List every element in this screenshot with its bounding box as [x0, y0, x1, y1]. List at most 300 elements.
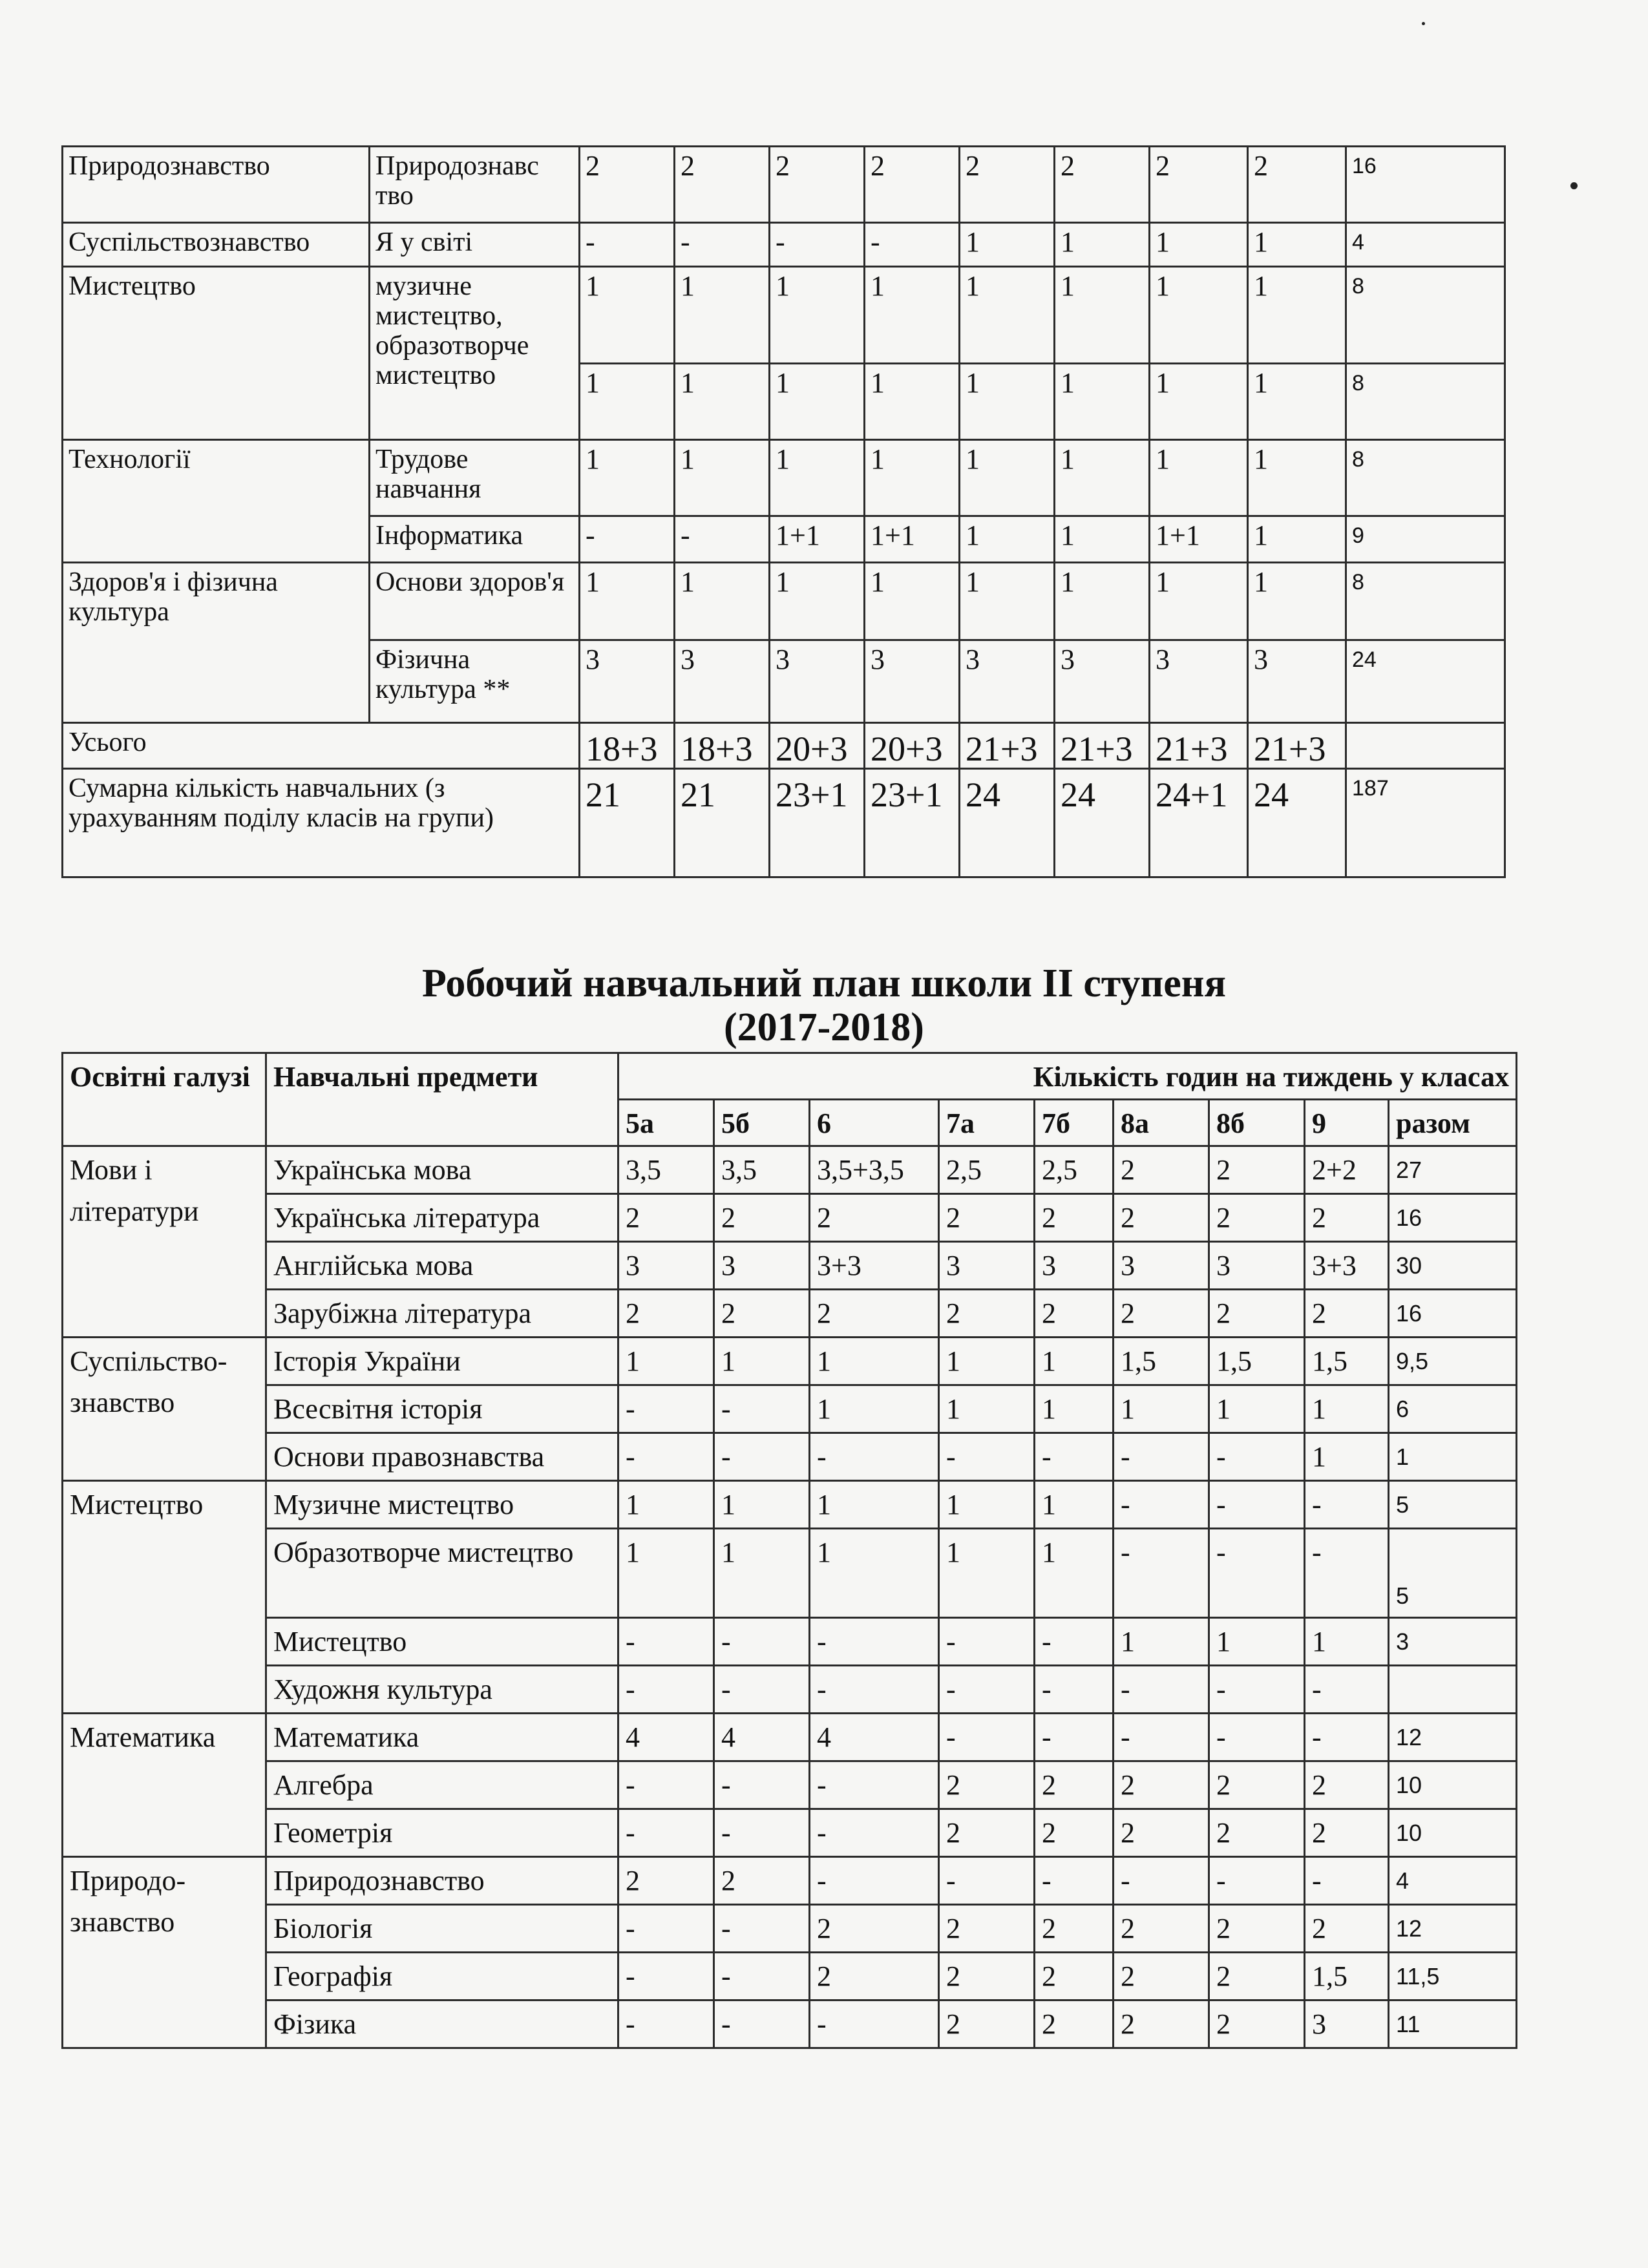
area-cell: Математика [63, 1714, 266, 1857]
subject-cell: Природознавство [266, 1857, 618, 1905]
hours-cell: 1 [618, 1481, 714, 1529]
hours-cell: 1 [1209, 1385, 1305, 1433]
hours-cell: - [1114, 1529, 1209, 1618]
plan-years: (2017-2018) [724, 1005, 924, 1049]
hours-cell: 1 [770, 563, 865, 640]
area-cell: Суспільствознавство [63, 223, 370, 267]
total-cell: 9,5 [1389, 1338, 1517, 1385]
hours-cell: 1 [810, 1529, 939, 1618]
table-row [63, 1146, 1517, 1194]
table-row [63, 1242, 1517, 1290]
total-hours-cell: 18+3 [580, 723, 675, 769]
hours-cell: - [1035, 1433, 1114, 1481]
table-row [63, 1290, 1517, 1338]
hours-cell: 2 [618, 1194, 714, 1242]
hours-cell: 2 [1209, 1146, 1305, 1194]
hours-cell: - [1305, 1857, 1389, 1905]
subject-cell: музичне мистецтво, образотворче мистецтво [370, 267, 580, 440]
total-cell: 8 [1346, 440, 1505, 516]
hours-cell: 1 [1248, 364, 1346, 440]
hours-cell: 1 [810, 1481, 939, 1529]
total-cell: 1 [1389, 1433, 1517, 1481]
area-cell: Здоров'я і фізична культура [63, 563, 370, 723]
sum-hours-cell: 21 [675, 769, 770, 877]
table-row [63, 1481, 1517, 1529]
total-cell: 10 [1389, 1809, 1517, 1857]
area-cell: Суспільство-знавство [63, 1338, 266, 1481]
hours-cell: 2 [960, 147, 1055, 223]
hours-cell: 1 [939, 1481, 1035, 1529]
hours-cell: 1 [865, 364, 960, 440]
hours-cell: 1 [1305, 1618, 1389, 1666]
hours-cell: 2 [939, 2000, 1035, 2048]
subject-cell: Я у світі [370, 223, 580, 267]
subject-cell: Зарубіжна література [266, 1290, 618, 1338]
plan-title: Робочий навчальний план школи ІІ ступеня [422, 961, 1226, 1005]
hours-cell: 3 [939, 1242, 1035, 1290]
hours-cell: 4 [618, 1714, 714, 1761]
hours-cell: 3 [675, 640, 770, 723]
hours-cell: 1 [939, 1338, 1035, 1385]
hours-cell: 2 [939, 1905, 1035, 1953]
hours-cell: 3 [1055, 640, 1150, 723]
hours-cell: 2 [939, 1809, 1035, 1857]
hours-cell: 1+1 [1150, 516, 1248, 563]
hours-cell: 3 [618, 1242, 714, 1290]
table-row [63, 1666, 1517, 1714]
total-cell [1389, 1666, 1517, 1714]
subject-cell: Фізика [266, 2000, 618, 2048]
hours-cell: - [714, 2000, 810, 2048]
total-cell: 12 [1389, 1714, 1517, 1761]
hours-cell: 1 [1150, 440, 1248, 516]
hours-cell: 1 [1248, 223, 1346, 267]
hours-cell: 2 [1150, 147, 1248, 223]
hours-cell: 1 [1055, 563, 1150, 640]
hours-cell: 1 [960, 364, 1055, 440]
hours-cell: 2 [1114, 1905, 1209, 1953]
total-cell: 6 [1389, 1385, 1517, 1433]
hours-cell: 1 [770, 440, 865, 516]
subject-cell: Образотворче мистецтво [266, 1529, 618, 1618]
hours-cell: 2 [939, 1290, 1035, 1338]
hours-cell: 2 [1114, 1809, 1209, 1857]
hours-cell: - [618, 1809, 714, 1857]
hours-cell: 2 [1114, 1146, 1209, 1194]
table-row [63, 563, 1505, 640]
hours-cell: - [810, 2000, 939, 2048]
hours-cell: 1 [1248, 563, 1346, 640]
hours-cell: 1 [1248, 516, 1346, 563]
hours-cell: 2 [1209, 1809, 1305, 1857]
hours-cell: - [714, 1905, 810, 1953]
table-row [63, 1857, 1517, 1905]
hours-cell: 1 [960, 516, 1055, 563]
sum-label: Сумарна кількість навчальних (з урахуванням поділу класів на групи) [63, 769, 580, 877]
hours-cell: 2 [1305, 1290, 1389, 1338]
table-row [63, 1529, 1517, 1618]
hours-cell: 2 [865, 147, 960, 223]
table-row [63, 1953, 1517, 2000]
hours-cell: 1 [580, 440, 675, 516]
hours-cell: 1 [1305, 1385, 1389, 1433]
header-row [63, 1053, 1517, 1100]
hours-cell: 1 [714, 1338, 810, 1385]
table-row [63, 1809, 1517, 1857]
hours-cell: 2 [1209, 1905, 1305, 1953]
total-cell: 27 [1389, 1146, 1517, 1194]
hours-cell: 4 [714, 1714, 810, 1761]
total-hours-cell: 21+3 [1248, 723, 1346, 769]
area-cell: Мистецтво [63, 1481, 266, 1714]
hours-cell: - [1305, 1481, 1389, 1529]
hours-cell: 2 [1248, 147, 1346, 223]
table-row [63, 1433, 1517, 1481]
hours-cell: 2 [1209, 1290, 1305, 1338]
hours-cell: 1 [675, 267, 770, 364]
hours-cell: 3 [770, 640, 865, 723]
hours-cell: 1 [865, 267, 960, 364]
hours-cell: 1 [714, 1529, 810, 1618]
total-hours-cell: 20+3 [865, 723, 960, 769]
subject-cell: Українська мова [266, 1146, 618, 1194]
hours-cell: 1+1 [865, 516, 960, 563]
hours-cell: - [770, 223, 865, 267]
hours-cell: - [618, 1433, 714, 1481]
hours-cell: - [865, 223, 960, 267]
hours-cell: 2 [675, 147, 770, 223]
hours-cell: 1 [939, 1529, 1035, 1618]
hours-cell: 2 [1305, 1809, 1389, 1857]
hours-cell: - [1305, 1529, 1389, 1618]
hours-cell: 1 [1035, 1385, 1114, 1433]
subject-cell: Біологія [266, 1905, 618, 1953]
table-row [63, 1714, 1517, 1761]
hours-cell: - [714, 1761, 810, 1809]
hours-cell: 1 [810, 1338, 939, 1385]
hours-cell: - [580, 223, 675, 267]
area-cell: Мистецтво [63, 267, 370, 440]
total-cell: 4 [1346, 223, 1505, 267]
hours-cell: - [675, 516, 770, 563]
subject-cell: Математика [266, 1714, 618, 1761]
hours-cell: - [810, 1618, 939, 1666]
hours-cell: 2 [1114, 1761, 1209, 1809]
hours-cell: 3 [1150, 640, 1248, 723]
total-cell: 11,5 [1389, 1953, 1517, 2000]
subject-cell: Основи правознавства [266, 1433, 618, 1481]
hours-cell: - [1209, 1666, 1305, 1714]
subject-cell: Художня культура [266, 1666, 618, 1714]
hours-cell: - [939, 1433, 1035, 1481]
hours-cell: - [1035, 1714, 1114, 1761]
hours-cell: 1 [675, 563, 770, 640]
hours-cell: 3+3 [1305, 1242, 1389, 1290]
total-cell: 5 [1389, 1481, 1517, 1529]
total-cell: 24 [1346, 640, 1505, 723]
total-cell: 16 [1389, 1194, 1517, 1242]
subject-cell: Музичне мистецтво [266, 1481, 618, 1529]
hours-cell: 3 [1209, 1242, 1305, 1290]
hours-cell: - [810, 1666, 939, 1714]
hours-cell: 1 [675, 440, 770, 516]
hours-cell: - [939, 1666, 1035, 1714]
hours-cell: - [714, 1385, 810, 1433]
total-cell: 9 [1346, 516, 1505, 563]
hours-cell: 1 [939, 1385, 1035, 1433]
hours-cell: - [810, 1857, 939, 1905]
area-cell: Природо-знавство [63, 1857, 266, 2048]
total-hours-cell: 18+3 [675, 723, 770, 769]
hours-cell: 1,5 [1114, 1338, 1209, 1385]
hours-cell: - [618, 1761, 714, 1809]
class-header: 8б [1209, 1100, 1305, 1146]
hours-cell: 2 [714, 1857, 810, 1905]
subject-cell: Всесвітня історія [266, 1385, 618, 1433]
hours-cell: 2 [1035, 1809, 1114, 1857]
table-row [63, 1338, 1517, 1385]
hours-cell: 1 [865, 563, 960, 640]
table-row [63, 1905, 1517, 1953]
class-header: 9 [1305, 1100, 1389, 1146]
scan-speck [1422, 22, 1425, 25]
empty-cell [1346, 723, 1505, 769]
total-cell: 12 [1389, 1905, 1517, 1953]
hours-cell: 1 [1055, 267, 1150, 364]
hours-cell: 1 [618, 1529, 714, 1618]
primary-plan-table [61, 145, 1506, 878]
hours-cell: 2 [714, 1194, 810, 1242]
hours-cell: 2 [580, 147, 675, 223]
hours-cell: 1 [810, 1385, 939, 1433]
hours-cell: 3 [714, 1242, 810, 1290]
hours-cell: - [1035, 1666, 1114, 1714]
hours-cell: 1 [580, 364, 675, 440]
hours-cell: - [618, 1385, 714, 1433]
table-row [63, 2000, 1517, 2048]
hours-cell: - [1114, 1666, 1209, 1714]
hours-cell: - [1209, 1857, 1305, 1905]
hours-cell: 2 [1305, 1905, 1389, 1953]
sum-row [63, 769, 1505, 877]
hours-cell: 2 [939, 1761, 1035, 1809]
total-hours-cell: 21+3 [1055, 723, 1150, 769]
subject-cell: Українська література [266, 1194, 618, 1242]
hours-cell: 3,5 [618, 1146, 714, 1194]
hours-cell: 1 [1035, 1481, 1114, 1529]
hours-cell: - [618, 1618, 714, 1666]
hours-cell: 2 [1035, 2000, 1114, 2048]
hours-cell: 4 [810, 1714, 939, 1761]
hours-cell: - [618, 2000, 714, 2048]
hours-cell: 2,5 [939, 1146, 1035, 1194]
hours-cell: - [939, 1714, 1035, 1761]
hours-cell: - [939, 1857, 1035, 1905]
hours-cell: 3+3 [810, 1242, 939, 1290]
total-cell: 5 [1389, 1529, 1517, 1618]
hours-cell: 1 [1035, 1338, 1114, 1385]
subject-cell: Алгебра [266, 1761, 618, 1809]
hours-cell: 2 [1035, 1761, 1114, 1809]
hours-cell: - [1114, 1433, 1209, 1481]
subject-cell: Географія [266, 1953, 618, 2000]
hours-cell: 2 [810, 1905, 939, 1953]
total-cell: 11 [1389, 2000, 1517, 2048]
subject-cell: Історія України [266, 1338, 618, 1385]
hours-cell: 2 [939, 1194, 1035, 1242]
hours-cell: 1 [1248, 267, 1346, 364]
hours-cell: 2 [1209, 1761, 1305, 1809]
hours-cell: 2 [1035, 1905, 1114, 1953]
hours-cell: 1 [1150, 223, 1248, 267]
hours-cell: 2 [810, 1290, 939, 1338]
table-row [63, 147, 1505, 223]
table-row [63, 440, 1505, 516]
total-cell: 8 [1346, 563, 1505, 640]
hours-cell: 1 [1055, 223, 1150, 267]
hours-cell: - [1035, 1618, 1114, 1666]
hours-cell: 1+1 [770, 516, 865, 563]
area-cell: Природознавство [63, 147, 370, 223]
hours-cell: 1 [1055, 516, 1150, 563]
hours-cell: - [1114, 1481, 1209, 1529]
sum-total-cell: 187 [1346, 769, 1505, 877]
hours-cell: 2 [1305, 1194, 1389, 1242]
class-header: 5б [714, 1100, 810, 1146]
hours-cell: - [618, 1905, 714, 1953]
sum-hours-cell: 21 [580, 769, 675, 877]
hours-cell: - [1209, 1433, 1305, 1481]
hours-cell: 1 [1114, 1385, 1209, 1433]
hours-cell: 2 [618, 1290, 714, 1338]
total-cell: 30 [1389, 1242, 1517, 1290]
hours-cell: 2 [618, 1857, 714, 1905]
hours-cell: 1 [960, 440, 1055, 516]
class-header: 8а [1114, 1100, 1209, 1146]
hours-cell: - [1114, 1714, 1209, 1761]
hours-cell: 3 [580, 640, 675, 723]
hours-cell: - [580, 516, 675, 563]
hours-cell: 1 [580, 267, 675, 364]
table-row [63, 1194, 1517, 1242]
hours-cell: - [939, 1618, 1035, 1666]
hours-cell: 2 [1035, 1194, 1114, 1242]
table-row [63, 1761, 1517, 1809]
total-hours-cell: 20+3 [770, 723, 865, 769]
hours-cell: 1,5 [1305, 1338, 1389, 1385]
hours-cell: - [1209, 1481, 1305, 1529]
hours-cell: - [714, 1618, 810, 1666]
hours-cell: 2,5 [1035, 1146, 1114, 1194]
table-row [63, 1385, 1517, 1433]
hours-cell: 2 [810, 1194, 939, 1242]
sum-hours-cell: 24 [1055, 769, 1150, 877]
scan-speck [1570, 182, 1578, 189]
hours-cell: 3 [1035, 1242, 1114, 1290]
hours-cell: 2 [1209, 1953, 1305, 2000]
hours-cell: 2 [1055, 147, 1150, 223]
hours-cell: 1 [770, 267, 865, 364]
class-header: 7а [939, 1100, 1035, 1146]
class-header: 5а [618, 1100, 714, 1146]
hours-cell: 1 [770, 364, 865, 440]
hours-cell: 2 [810, 1953, 939, 2000]
class-header: разом [1389, 1100, 1517, 1146]
hours-cell: - [810, 1761, 939, 1809]
subject-cell: Інформатика [370, 516, 580, 563]
secondary-plan-table [61, 1052, 1517, 2049]
hours-cell: 1 [580, 563, 675, 640]
subject-header: Навчальні предмети [266, 1053, 618, 1146]
total-cell: 3 [1389, 1618, 1517, 1666]
hours-cell: 1 [1055, 364, 1150, 440]
hours-cell: 1 [1035, 1529, 1114, 1618]
hours-cell: - [1114, 1857, 1209, 1905]
hours-header: Кількість годин на тиждень у класах [618, 1053, 1517, 1100]
hours-cell: - [1035, 1857, 1114, 1905]
area-cell: Мови і літератури [63, 1146, 266, 1338]
hours-cell: 1 [618, 1338, 714, 1385]
hours-cell: 2 [1209, 1194, 1305, 1242]
total-hours-cell: 21+3 [1150, 723, 1248, 769]
hours-cell: 1 [1114, 1618, 1209, 1666]
sum-hours-cell: 23+1 [865, 769, 960, 877]
hours-cell: 2 [1035, 1953, 1114, 2000]
hours-cell: 1 [1150, 364, 1248, 440]
area-cell: Технології [63, 440, 370, 563]
sum-hours-cell: 24 [960, 769, 1055, 877]
hours-cell: - [810, 1809, 939, 1857]
sum-hours-cell: 23+1 [770, 769, 865, 877]
hours-cell: 1 [1248, 440, 1346, 516]
hours-cell: 2 [1035, 1290, 1114, 1338]
table-row [63, 267, 1505, 364]
class-header: 6 [810, 1100, 939, 1146]
total-cell: 16 [1346, 147, 1505, 223]
hours-cell: - [618, 1953, 714, 2000]
hours-cell: 3 [1114, 1242, 1209, 1290]
total-cell: 16 [1389, 1290, 1517, 1338]
hours-cell: 1 [675, 364, 770, 440]
hours-cell: 2 [939, 1953, 1035, 2000]
hours-cell: 2 [1305, 1761, 1389, 1809]
total-row [63, 723, 1505, 769]
hours-cell: 1 [1150, 563, 1248, 640]
hours-cell: 2 [714, 1290, 810, 1338]
hours-cell: 3 [960, 640, 1055, 723]
hours-cell: 1 [714, 1481, 810, 1529]
hours-cell: 3 [1305, 2000, 1389, 2048]
table-row [63, 223, 1505, 267]
hours-cell: 2 [1114, 1290, 1209, 1338]
subject-cell: Мистецтво [266, 1618, 618, 1666]
hours-cell: - [714, 1809, 810, 1857]
hours-cell: 3 [865, 640, 960, 723]
hours-cell: 2 [1114, 2000, 1209, 2048]
subject-cell: Фізична культура ** [370, 640, 580, 723]
subject-cell: Англійська мова [266, 1242, 618, 1290]
sum-hours-cell: 24+1 [1150, 769, 1248, 877]
hours-cell: 2 [1114, 1194, 1209, 1242]
hours-cell: 3,5+3,5 [810, 1146, 939, 1194]
total-label: Усього [63, 723, 580, 769]
subject-cell: Геометрія [266, 1809, 618, 1857]
hours-cell: - [1305, 1666, 1389, 1714]
hours-cell: 1 [865, 440, 960, 516]
hours-cell: 3 [1248, 640, 1346, 723]
hours-cell: - [714, 1433, 810, 1481]
hours-cell: 2 [1114, 1953, 1209, 2000]
